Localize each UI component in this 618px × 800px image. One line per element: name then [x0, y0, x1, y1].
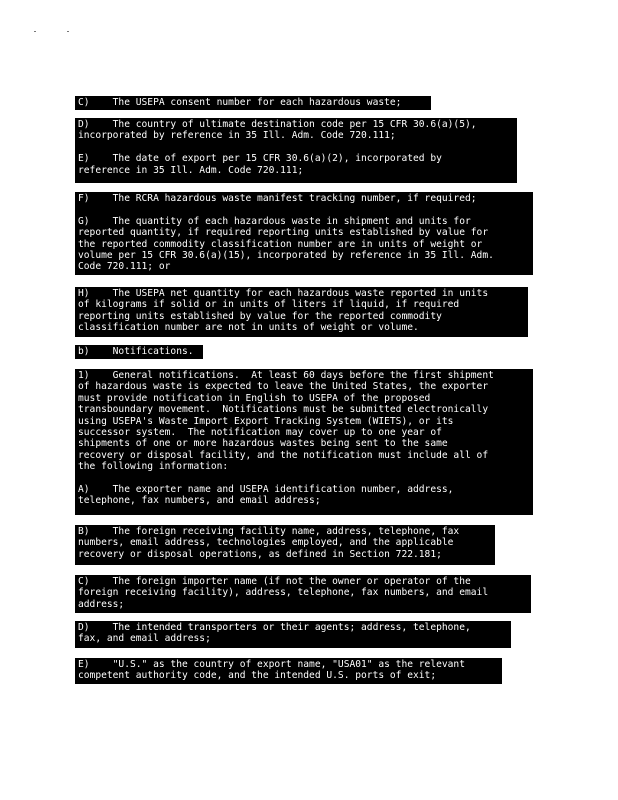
- scan-speck: [34, 31, 36, 32]
- scan-speck: [67, 31, 69, 32]
- paragraph-e-country-of-export: E) "U.S." as the country of export name, "USA01" as the relevant competent authority code, and the intended U.S. ports of exit;: [75, 658, 502, 684]
- paragraph-1-general-notifications: 1) General notifications. At least 60 days before the first shipment of hazardous waste is expected to leave the United States, the exporter must provide notification in English to USEPA of the proposed transboundary movement. Notifications must be submitted electronically using USEPA's Waste Import Export Tracking System (WIETS), or its successor system. The notification may cover up to one year of shipments of one or more hazardous wastes being sent to the same recovery or disposal facility, and the notification must include all of the following information: A) The exporter name and USEPA identification number, address, telephone, fax numbers, and email address;: [75, 369, 533, 515]
- heading-b-notifications: b) Notifications.: [75, 345, 203, 359]
- paragraph-b-foreign-receiving-facility: B) The foreign receiving facility name, address, telephone, fax numbers, email address, technologies employed, and the applicable recovery or disposal operations, as defined in Section 722.181;: [75, 525, 495, 565]
- paragraph-h-net-quantity: H) The USEPA net quantity for each hazardous waste reported in units of kilograms if solid or in units of liters if liquid, if required reporting units established by value for the reported commodity classification number are not in units of weight or volume.: [75, 287, 528, 337]
- paragraph-d-e-destination-and-date: D) The country of ultimate destination code per 15 CFR 30.6(a)(5), incorporated by reference in 35 Ill. Adm. Code 720.111; E) The date of export per 15 CFR 30.6(a)(2), incorporated by reference in 35 Ill. Adm. Code 720.111;: [75, 118, 517, 183]
- paragraph-c-foreign-importer: C) The foreign importer name (if not the owner or operator of the foreign receiving facility), address, telephone, fax numbers, and email address;: [75, 575, 531, 613]
- paragraph-d-intended-transporters: D) The intended transporters or their agents; address, telephone, fax, and email address;: [75, 621, 511, 648]
- paragraph-f-g-manifest-and-quantity: F) The RCRA hazardous waste manifest tracking number, if required; G) The quantity of each hazardous waste in shipment and units for reported quantity, if required reporting units established by value for the reported commodity classification number are in units of weight or volume per 15 CFR 30.6(a)(15), incorporated by reference in 35 Ill. Adm. Code 720.111; or: [75, 192, 533, 275]
- paragraph-c-consent-number: C) The USEPA consent number for each hazardous waste;: [75, 96, 431, 110]
